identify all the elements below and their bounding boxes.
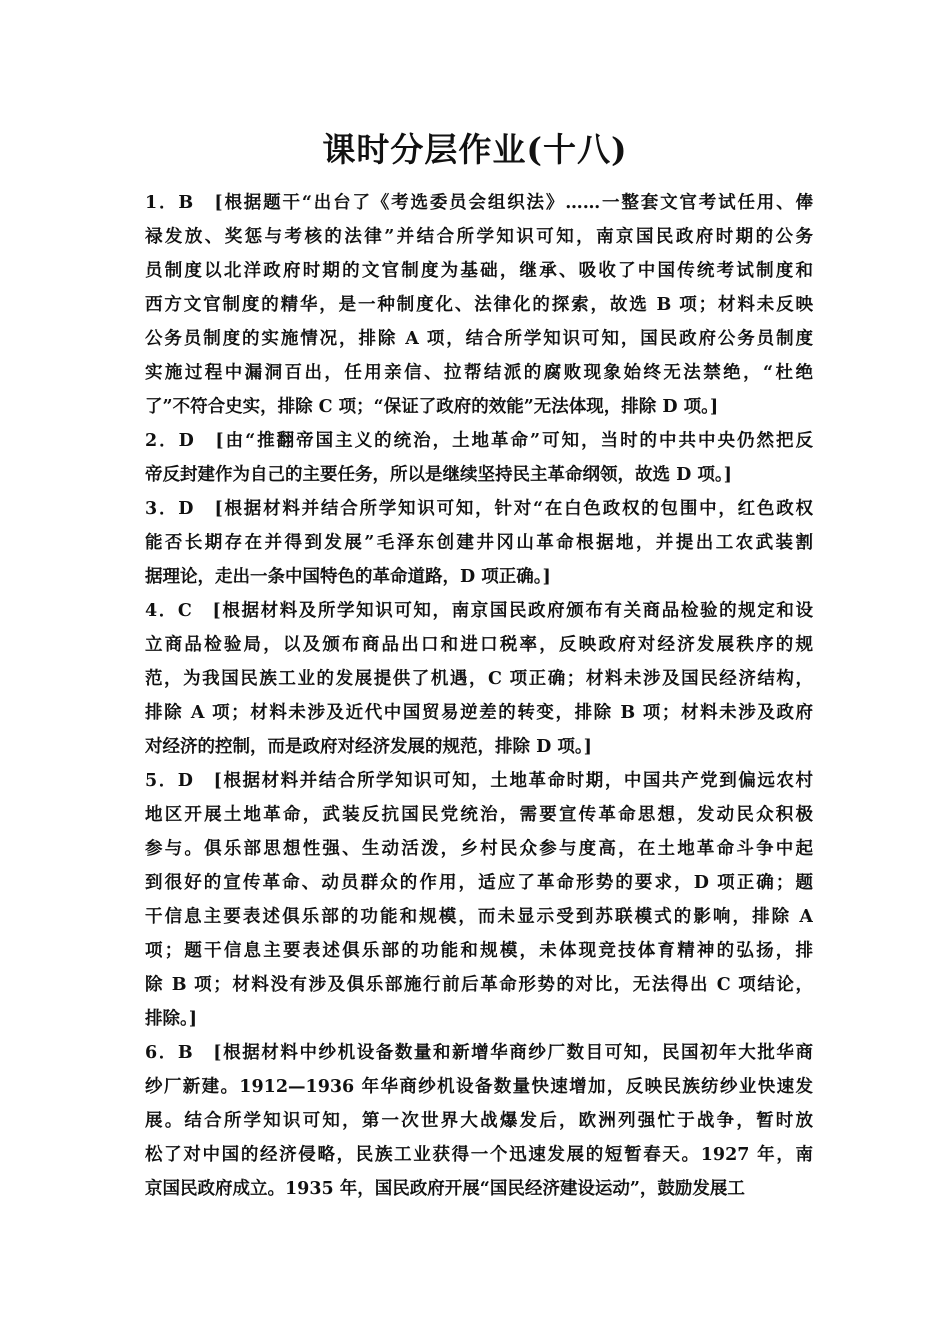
text-line: 禄发放、奖惩与考核的法律”并结合所学知识可知，南京国民政府时期的公务 [145,227,813,247]
text-line: 京国民政府成立。1935 年，国民政府开展“国民经济建设运动”，鼓励发展工 [145,1179,745,1199]
text-line: 据理论，走出一条中国特色的革命道路，D 项正确。] [145,567,551,587]
text-line: 实施过程中漏洞百出，任用亲信、拉帮结派的腐败现象始终无法禁绝，“杜绝 [145,363,813,383]
text-line: 参与。俱乐部思想性强、生动活泼，乡村民众参与度高，在土地革命斗争中起 [145,839,813,859]
text-line: 到很好的宣传革命、动员群众的作用，适应了革命形势的要求，D 项正确；题 [145,873,813,893]
text-line: 项；题干信息主要表述俱乐部的功能和规模，未体现竞技体育精神的弘扬，排 [145,941,813,961]
text-line: 排除。] [145,1009,198,1029]
text-line: 2．D [由“推翻帝国主义的统治，土地革命”可知，当时的中共中央仍然把反 [145,431,813,451]
text-line: 员制度以北洋政府时期的文官制度为基础，继承、吸收了中国传统考试制度和 [145,261,813,281]
text-line: 公务员制度的实施情况，排除 A 项，结合所学知识可知，国民政府公务员制度 [145,329,813,349]
text-line: 地区开展土地革命，武装反抗国民党统治，需要宣传革命思想，发动民众积极 [145,805,813,825]
page-title: 课时分层作业(十八) [322,130,628,169]
text-line: 5．D [根据材料并结合所学知识可知，土地革命时期，中国共产党到偏远农村 [145,771,813,791]
answer-text [145,186,813,1206]
text-line: 了”不符合史实，排除 C 项；“保证了政府的效能”无法体现，排除 D 项。] [145,397,719,417]
text-line: 松了对中国的经济侵略，民族工业获得一个迅速发展的短暂春天。1927 年，南 [145,1145,813,1165]
text-line: 除 B 项；材料没有涉及俱乐部施行前后革命形势的对比，无法得出 C 项结论， [145,975,813,995]
text-line: 干信息主要表述俱乐部的功能和规模，而未显示受到苏联模式的影响，排除 A [145,907,813,927]
text-line: 立商品检验局，以及颁布商品出口和进口税率，反映政府对经济发展秩序的规 [145,635,813,655]
text-line: 西方文官制度的精华，是一种制度化、法律化的探索，故选 B 项；材料未反映 [145,295,813,315]
text-line: 3．D [根据材料并结合所学知识可知，针对“在白色政权的包围中，红色政权 [145,499,813,519]
text-line: 纱厂新建。1912—1936 年华商纱机设备数量快速增加，反映民族纺纱业快速发 [145,1077,813,1097]
text-line: 6．B [根据材料中纱机设备数量和新增华商纱厂数目可知，民国初年大批华商 [145,1043,813,1063]
text-line: 排除 A 项；材料未涉及近代中国贸易逆差的转变，排除 B 项；材料未涉及政府 [145,703,813,723]
text-line: 对经济的控制，而是政府对经济发展的规范，排除 D 项。] [145,737,592,757]
text-line: 帝反封建作为自己的主要任务，所以是继续坚持民主革命纲领，故选 D 项。] [145,465,732,485]
text-line: 展。结合所学知识可知，第一次世界大战爆发后，欧洲列强忙于战争，暂时放 [145,1111,813,1131]
text-line: 4．C [根据材料及所学知识可知，南京国民政府颁布有关商品检验的规定和设 [145,601,813,621]
text-line: 1．B [根据题干“出台了《考选委员会组织法》……一整套文官考试任用、俸 [145,193,813,213]
text-line: 能否长期存在并得到发展”毛泽东创建井冈山革命根据地，并提出工农武装割 [145,533,813,553]
text-line: 范，为我国民族工业的发展提供了机遇，C 项正确；材料未涉及国民经济结构， [145,669,813,689]
